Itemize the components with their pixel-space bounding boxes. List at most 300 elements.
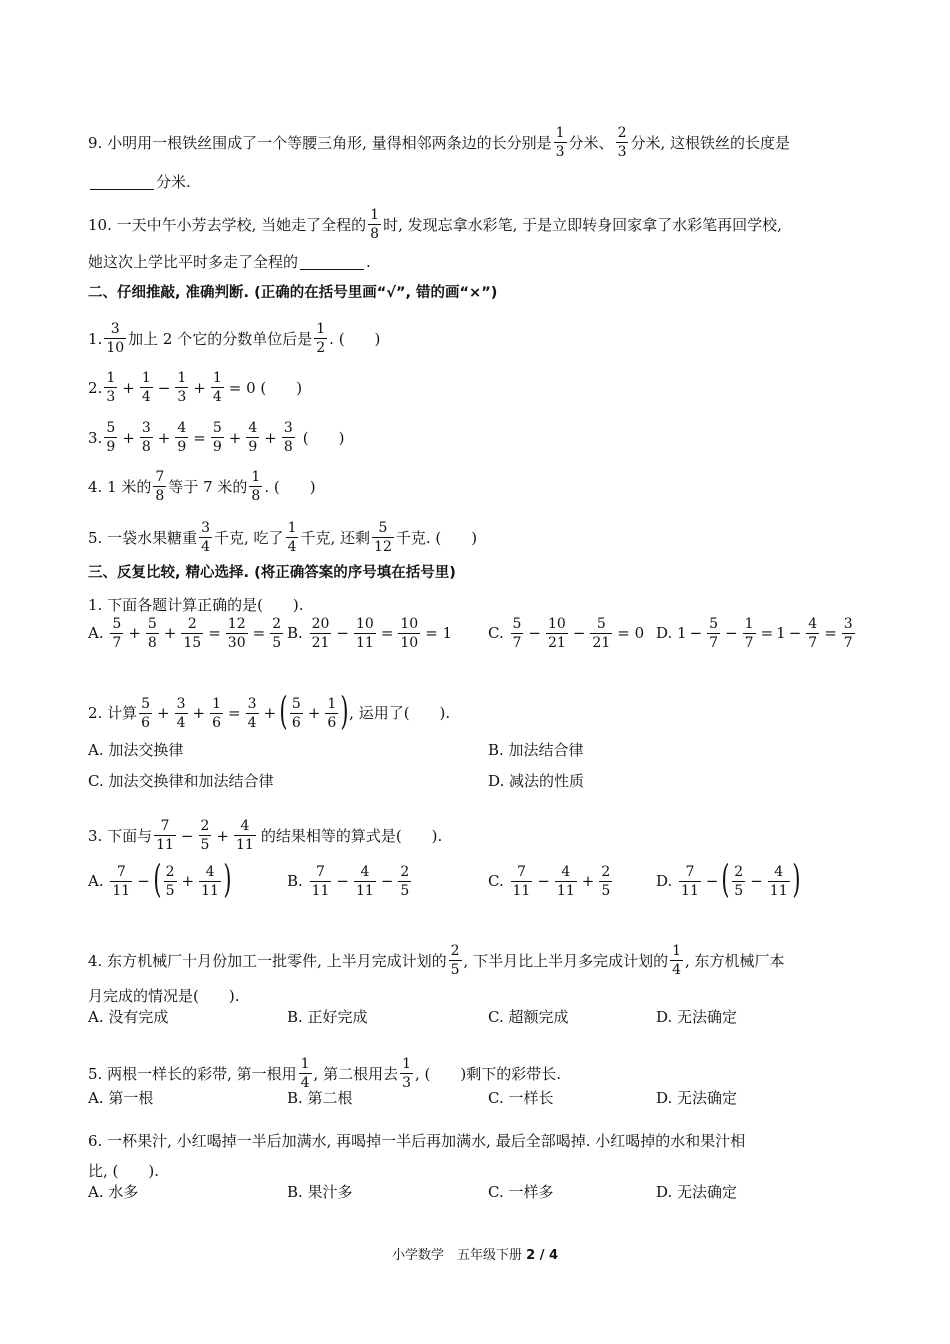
q-text: 2. 计算 — [88, 704, 138, 722]
denominator: 4 — [176, 714, 186, 731]
numerator: 7 — [116, 863, 126, 880]
denominator: 3 — [617, 144, 627, 160]
q-text: ) — [471, 528, 478, 547]
fraction — [310, 865, 332, 898]
numerator: 1 — [300, 1056, 310, 1072]
denominator: 11 — [112, 882, 131, 899]
option-a[interactable]: A. 第一根 — [88, 1089, 154, 1107]
fraction — [104, 322, 126, 355]
numerator: 1 — [212, 695, 222, 712]
fraction — [546, 617, 568, 650]
numerator: 1 — [251, 469, 261, 485]
denominator: 21 — [592, 634, 611, 651]
numerator: 3 — [843, 615, 853, 632]
q10-text-b: 时, 发现忘拿水彩笔, 于是立即转身回家拿了水彩笔再回学校, — [383, 215, 782, 234]
fraction — [511, 865, 533, 898]
numerator: 1 — [106, 370, 116, 386]
numerator: 7 — [316, 863, 325, 880]
numerator: 1 — [744, 615, 754, 632]
fraction — [210, 697, 223, 730]
op: = — [228, 704, 241, 722]
page-footer — [0, 1244, 950, 1263]
op: + — [263, 704, 277, 722]
op: − — [157, 378, 171, 397]
q-text: 千克, 还剩 — [300, 528, 371, 547]
choice-q1-stem: 1. 下面各题计算正确的是( ). — [88, 596, 304, 614]
numerator: 2 — [165, 863, 175, 880]
denominator: 8 — [147, 634, 157, 651]
q-text: 5. 一袋水果糖重 — [88, 528, 198, 547]
option-a[interactable]: A. 没有完成 — [88, 1008, 169, 1026]
fraction — [707, 617, 720, 650]
q-text: 等于 7 米的 — [168, 477, 248, 496]
op: = — [193, 428, 206, 447]
judge-q5 — [88, 521, 866, 554]
denominator: 8 — [370, 226, 380, 242]
op: − — [380, 872, 394, 890]
denominator: 5 — [200, 837, 210, 853]
option-a[interactable]: A. 水多 — [88, 1183, 139, 1201]
numerator: 1 — [402, 1056, 412, 1072]
denominator: 5 — [165, 882, 175, 899]
numerator: 4 — [177, 420, 187, 436]
fraction — [732, 865, 745, 898]
option-d[interactable]: D. 无法确定 — [656, 1008, 738, 1026]
fraction — [104, 371, 117, 404]
choice-q3-stem — [88, 819, 866, 852]
denominator: 6 — [327, 714, 337, 731]
option-a[interactable]: A. 加法交换律 — [88, 741, 184, 759]
q-text: , 东方机械厂本 — [685, 951, 785, 970]
op: − — [336, 872, 349, 890]
numerator: 7 — [155, 469, 165, 485]
q-text: ( — [302, 428, 309, 447]
denominator: 7 — [112, 634, 122, 651]
denominator: 4 — [201, 539, 211, 555]
denominator: 6 — [291, 714, 301, 731]
op: + — [192, 704, 206, 722]
fraction — [768, 865, 790, 898]
section-judge-heading: 二、仔细推敲, 准确判断. (正确的在括号里画“√”, 错的画“×”) — [88, 285, 498, 301]
numerator: 1 — [177, 370, 187, 386]
op: + — [122, 378, 135, 397]
op: + — [264, 428, 277, 447]
fraction — [199, 521, 212, 554]
fraction — [599, 865, 612, 898]
fraction — [806, 617, 819, 650]
q-number: 1. — [88, 329, 103, 348]
op: − — [689, 624, 703, 642]
numerator: 2 — [187, 615, 197, 632]
q-text: 加上 2 个它的分数单位后是 — [128, 329, 313, 348]
fraction — [511, 617, 524, 650]
q-text: ) — [296, 378, 303, 397]
option-b[interactable]: B. 果汁多 — [287, 1183, 353, 1201]
q-text: . ( — [329, 329, 345, 348]
denominator: 3 — [177, 389, 187, 405]
fraction — [110, 865, 132, 898]
denominator: 11 — [681, 882, 699, 899]
fraction — [554, 126, 567, 159]
option-b[interactable]: B. 加法结合律 — [488, 741, 584, 759]
denominator: 11 — [556, 882, 575, 899]
fraction — [842, 617, 855, 650]
q-text: 的结果相等的算式是( ). — [260, 826, 443, 845]
numerator: 5 — [141, 695, 151, 712]
option-c[interactable]: C. 加法交换律和加法结合律 — [88, 772, 274, 790]
numerator: 3 — [141, 420, 151, 436]
numerator: 1 — [327, 695, 337, 712]
op: + — [193, 378, 206, 397]
q-text: 1 — [776, 624, 786, 642]
fraction — [175, 697, 188, 730]
denominator: 4 — [300, 1075, 310, 1091]
op: + — [307, 704, 321, 722]
fraction — [139, 697, 152, 730]
numerator: 1 — [141, 370, 151, 386]
numerator: 20 — [311, 615, 330, 632]
option-b[interactable]: B. 第二根 — [287, 1089, 353, 1107]
q-text: 1 — [677, 624, 687, 642]
q-text: 3. 下面与 — [88, 826, 153, 845]
numerator: 2 — [400, 863, 410, 880]
numerator: 4 — [360, 863, 370, 880]
option-label: B. — [287, 624, 303, 642]
fraction — [249, 470, 262, 503]
fraction — [449, 944, 462, 977]
paren: ( — [153, 857, 162, 901]
option-d[interactable] — [656, 617, 857, 650]
numerator: 7 — [160, 818, 170, 834]
fraction — [590, 617, 612, 650]
q-text: , ( )剩下的彩带长. — [415, 1064, 562, 1083]
option-c[interactable]: C. 超额完成 — [488, 1008, 569, 1026]
option-c[interactable]: C. 一样长 — [488, 1089, 554, 1107]
paren: ( — [721, 857, 730, 901]
denominator: 9 — [248, 439, 258, 455]
fraction — [670, 944, 683, 977]
numerator: 10 — [548, 615, 566, 632]
numerator: 3 — [176, 695, 186, 712]
numerator: 5 — [212, 420, 222, 436]
denominator: 3 — [402, 1075, 412, 1091]
choice-q4-line1 — [88, 944, 866, 977]
fraction — [743, 617, 756, 650]
fraction — [679, 865, 701, 898]
paren: ) — [223, 857, 232, 901]
numerator: 12 — [227, 615, 246, 632]
op: + — [581, 872, 595, 890]
choice-q4-line2: 月完成的情况是( ). — [88, 987, 240, 1005]
op: − — [705, 872, 719, 890]
denominator: 7 — [709, 634, 719, 651]
op: = — [208, 624, 221, 642]
choice-q6-line1: 6. 一杯果汁, 小红喝掉一半后加满水, 再喝掉一半后再加满水, 最后全部喝掉. 小红喝掉的水和果汁相 — [88, 1132, 746, 1150]
denominator: 3 — [555, 144, 565, 160]
denominator: 11 — [156, 837, 174, 853]
fill-q10-line2 — [88, 252, 866, 272]
numerator: 7 — [516, 863, 526, 880]
op: = — [252, 624, 266, 642]
op: − — [137, 872, 150, 890]
option-c[interactable] — [488, 617, 644, 650]
denominator: 4 — [672, 962, 682, 978]
denominator: 11 — [769, 882, 788, 899]
fraction — [310, 617, 332, 650]
fraction — [246, 421, 259, 454]
fraction — [314, 322, 327, 355]
choice-q6-line2: 比, ( ). — [88, 1162, 160, 1180]
judge-q3 — [88, 421, 866, 454]
option-b[interactable] — [287, 865, 413, 898]
numerator: 3 — [201, 520, 211, 536]
numerator: 1 — [316, 321, 326, 337]
numerator: 4 — [240, 818, 250, 834]
fraction — [246, 697, 259, 730]
choice-q5-stem — [88, 1057, 866, 1090]
option-label: D. — [656, 624, 673, 642]
option-d[interactable]: D. 减法的性质 — [488, 772, 585, 790]
option-label: B. — [287, 872, 303, 890]
q-text: = 0 — [617, 624, 645, 642]
q-text: , 下半月比上半月多完成计划的 — [463, 951, 669, 970]
op: + — [228, 428, 242, 447]
numerator: 1 — [287, 520, 297, 536]
option-d[interactable] — [656, 857, 801, 901]
option-c[interactable]: C. 一样多 — [488, 1183, 554, 1201]
op: = — [380, 624, 394, 642]
numerator: 3 — [110, 321, 120, 337]
q-text: 千克, 吃了 — [214, 528, 284, 547]
numerator: 5 — [291, 695, 301, 712]
q9-text-a: 9. 小明用一根铁丝围成了一个等腰三角形, 量得相邻两条边的长分别是 — [88, 133, 552, 152]
judge-q1 — [88, 322, 866, 355]
op: − — [528, 624, 541, 642]
denominator: 4 — [212, 389, 222, 405]
q10-text-c: 她这次上学比平时多走了全程的 — [88, 253, 299, 271]
numerator: 2 — [450, 943, 460, 959]
section-choice-heading: 三、反复比较, 精心选择. (将正确答案的序号填在括号里) — [88, 565, 456, 581]
option-b[interactable]: B. 正好完成 — [287, 1008, 368, 1026]
q-text: 千克. ( — [395, 528, 442, 547]
fraction — [555, 865, 577, 898]
denominator: 21 — [311, 634, 330, 651]
denominator: 7 — [744, 634, 754, 651]
denominator: 5 — [272, 634, 282, 651]
denominator: 9 — [106, 439, 116, 455]
q10-text-a: 10. 一天中午小芳去学校, 当她走了全程的 — [88, 215, 367, 234]
q-text: ) — [374, 329, 381, 348]
paren: ( — [279, 689, 288, 733]
denominator: 7 — [843, 634, 853, 651]
fraction — [140, 421, 153, 454]
option-c[interactable] — [488, 865, 614, 898]
q-text: , 第二根用去 — [313, 1064, 399, 1083]
fraction — [104, 421, 117, 454]
denominator: 7 — [512, 634, 522, 651]
option-a[interactable] — [88, 617, 285, 650]
fraction — [270, 617, 283, 650]
denominator: 5 — [400, 882, 410, 899]
fill-q10-line1 — [88, 208, 866, 241]
q9-text-d: 分米. — [156, 173, 191, 191]
numerator: 1 — [672, 943, 682, 959]
q-number: 3. — [88, 428, 103, 447]
numerator: 7 — [685, 863, 695, 880]
denominator: 6 — [141, 714, 151, 731]
numerator: 5 — [147, 615, 157, 632]
denominator: 9 — [212, 439, 222, 455]
denominator: 10 — [400, 634, 419, 651]
denominator: 10 — [106, 340, 125, 356]
fraction — [398, 865, 411, 898]
q-text: = 0 ( — [228, 378, 267, 397]
fraction — [398, 617, 420, 650]
op: + — [216, 826, 229, 845]
denominator: 12 — [374, 539, 392, 555]
numerator: 2 — [601, 863, 611, 880]
op: − — [788, 624, 802, 642]
op: − — [537, 872, 550, 890]
fraction — [211, 371, 224, 404]
denominator: 11 — [311, 882, 330, 899]
fraction — [354, 617, 376, 650]
op: − — [750, 872, 763, 890]
numerator: 4 — [561, 863, 571, 880]
fraction — [372, 521, 394, 554]
denominator: 15 — [183, 634, 202, 651]
option-label: D. — [656, 872, 673, 890]
q-text: ) — [338, 428, 345, 447]
page-number: 2 / 4 — [526, 1248, 559, 1263]
denominator: 8 — [141, 439, 151, 455]
q-text: 4. 1 米的 — [88, 477, 152, 496]
fraction — [368, 208, 381, 241]
denominator: 4 — [141, 389, 151, 405]
q10-text-d: . — [366, 253, 371, 271]
op: − — [725, 624, 738, 642]
option-a[interactable] — [88, 857, 232, 901]
op: + — [181, 872, 195, 890]
option-d[interactable]: D. 无法确定 — [656, 1089, 738, 1107]
fraction — [153, 470, 166, 503]
answer-blank[interactable] — [90, 175, 154, 190]
q9-text-c: 分米, 这根铁丝的长度是 — [630, 133, 791, 152]
denominator: 11 — [236, 837, 254, 853]
fraction — [199, 865, 221, 898]
denominator: 8 — [283, 439, 293, 455]
op: = — [760, 624, 774, 642]
op: + — [157, 428, 171, 447]
q-text: 4. 东方机械厂十月份加工一批零件, 上半月完成计划的 — [88, 951, 447, 970]
numerator: 4 — [774, 863, 784, 880]
fraction — [181, 617, 203, 650]
footer-text: 小学数学 五年级下册 — [391, 1248, 527, 1263]
option-label: A. — [88, 872, 104, 890]
numerator: 5 — [709, 615, 719, 632]
numerator: 4 — [808, 615, 818, 632]
denominator: 11 — [355, 882, 374, 899]
fraction — [110, 617, 123, 650]
numerator: 1 — [555, 125, 565, 141]
fraction — [290, 697, 303, 730]
fraction — [146, 617, 159, 650]
judge-q2 — [88, 371, 866, 404]
option-b[interactable] — [287, 617, 452, 650]
numerator: 5 — [106, 420, 116, 436]
denominator: 3 — [106, 389, 116, 405]
denominator: 4 — [287, 539, 297, 555]
numerator: 4 — [205, 863, 215, 880]
fraction — [325, 697, 338, 730]
denominator: 5 — [450, 962, 460, 978]
q-text: , 运用了( ). — [349, 704, 451, 722]
option-label: C. — [488, 872, 504, 890]
numerator: 2 — [734, 863, 744, 880]
q9-text-b: 分米、 — [568, 133, 614, 152]
op: − — [336, 624, 349, 642]
op: + — [128, 624, 141, 642]
fraction — [282, 421, 295, 454]
choice-q2-stem — [88, 689, 866, 733]
denominator: 8 — [155, 488, 165, 504]
fraction — [199, 819, 212, 852]
denominator: 8 — [251, 488, 261, 504]
denominator: 7 — [808, 634, 818, 651]
fraction — [164, 865, 177, 898]
fill-q9-line2 — [88, 172, 866, 192]
numerator: 2 — [272, 615, 282, 632]
denominator: 2 — [316, 340, 326, 356]
op: − — [572, 624, 586, 642]
option-label: A. — [88, 624, 104, 642]
numerator: 2 — [617, 125, 627, 141]
paren: ) — [340, 689, 349, 733]
numerator: 5 — [596, 615, 606, 632]
numerator: 10 — [400, 615, 419, 632]
numerator: 1 — [212, 370, 222, 386]
numerator: 5 — [512, 615, 522, 632]
option-d[interactable]: D. 无法确定 — [656, 1183, 738, 1201]
denominator: 5 — [734, 882, 744, 899]
answer-blank[interactable] — [300, 255, 364, 270]
denominator: 11 — [512, 882, 531, 899]
op: − — [180, 826, 194, 845]
denominator: 11 — [201, 882, 219, 899]
op: + — [122, 428, 135, 447]
numerator: 10 — [355, 615, 374, 632]
numerator: 5 — [378, 520, 388, 536]
q-text: 5. 两根一样长的彩带, 第一根用 — [88, 1064, 297, 1083]
numerator: 5 — [112, 615, 122, 632]
paren: ) — [791, 857, 801, 901]
option-label: C. — [488, 624, 504, 642]
denominator: 21 — [548, 634, 566, 651]
q-text: ) — [309, 477, 316, 496]
denominator: 6 — [212, 714, 222, 731]
fraction — [140, 371, 153, 404]
fraction — [175, 421, 188, 454]
op: + — [157, 704, 170, 722]
q-text: = 1 — [425, 624, 453, 642]
fill-q9-line1 — [88, 126, 866, 159]
denominator: 5 — [601, 882, 611, 899]
q-number: 2. — [88, 378, 103, 397]
numerator: 1 — [370, 207, 380, 223]
fraction — [616, 126, 629, 159]
denominator: 4 — [247, 714, 257, 731]
fraction — [234, 819, 256, 852]
